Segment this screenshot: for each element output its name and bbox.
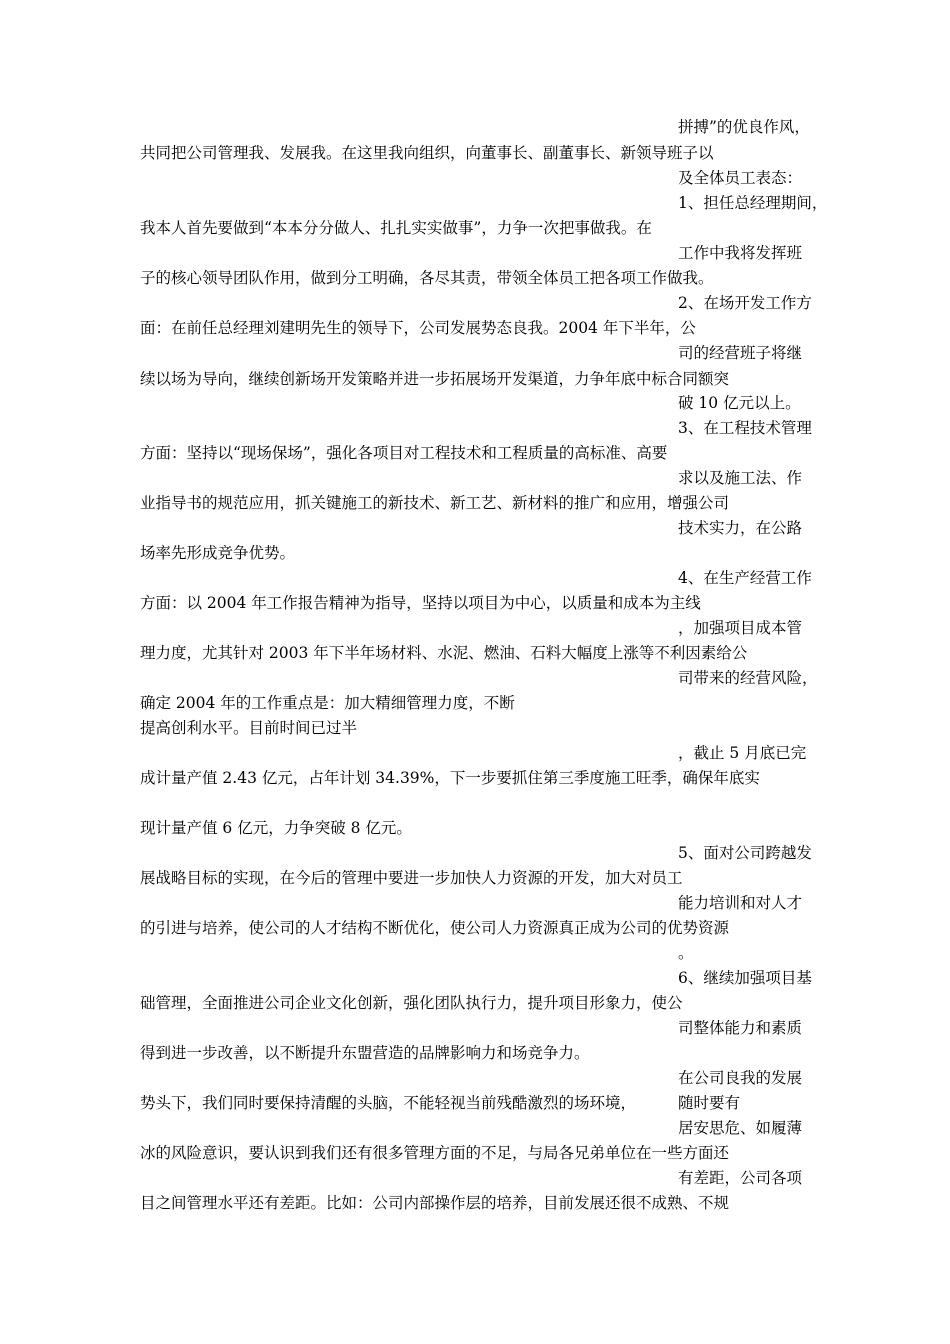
text-line: 方面：以 2004 年工作报告精神为指导，坚持以项目为中心，以质量和成本为主线	[140, 594, 701, 612]
text-line: 工作中我将发挥班	[678, 244, 803, 262]
text-line: 础管理，全面推进公司企业文化创新，强化团队执行力，提升项目形象力，使公	[140, 994, 683, 1012]
text-line: 司的经营班子将继	[678, 344, 803, 362]
text-line: ，截止 5 月底已完	[678, 744, 807, 762]
text-line: 方面：坚持以“现场保场”，强化各项目对工程技术和工程质量的高标准、高要	[140, 444, 668, 462]
text-line: 1、担任总经理期间，	[678, 194, 828, 212]
text-line: 居安思危、如履薄	[678, 1119, 803, 1137]
text-line: 共同把公司管理我、发展我。在这里我向组织，向董事长、副董事长、新领导班子以	[140, 144, 714, 162]
text-line: 冰的风险意识，要认识到我们还有很多管理方面的不足，与局各兄弟单位在一些方面还	[140, 1144, 730, 1162]
text-line: 展战略目标的实现，在今后的管理中要进一步加快人力资源的开发，加大对员工	[140, 869, 683, 887]
text-line: 及全体员工表态：	[678, 169, 803, 187]
text-line: 业指导书的规范应用，抓关键施工的新技术、新工艺、新材料的推广和应用，增强公司	[140, 494, 730, 512]
text-line: 子的核心领导团队作用，做到分工明确，各尽其责，带领全体员工把各项工作做我。	[140, 269, 714, 287]
text-line: 破 10 亿元以上。	[678, 394, 801, 412]
text-line: 司整体能力和素质	[678, 1019, 803, 1037]
text-line: 我本人首先要做到“本本分分做人、扎扎实实做事”，力争一次把事做我。在	[140, 219, 652, 237]
text-line: 3、在工程技术管理	[678, 419, 812, 437]
text-line: 6、继续加强项目基	[678, 969, 812, 987]
text-line: 提高创利水平。目前时间已过半	[140, 719, 358, 737]
text-line: 能力培训和对人才	[678, 894, 803, 912]
text-line: 司带来的经营风险，	[678, 669, 818, 687]
text-line: 理力度，尤其针对 2003 年下半年场材料、水泥、燃油、石料大幅度上涨等不利因素给公	[140, 644, 748, 662]
text-line: 求以及施工法、作	[678, 469, 803, 487]
text-line: 2、在场开发工作方	[678, 294, 812, 312]
text-line: 确定 2004 年的工作重点是：加大精细管理力度，不断	[140, 694, 515, 712]
text-line: 随时要有	[678, 1094, 741, 1112]
text-line: 势头下，我们同时要保持清醒的头脑，不能轻视当前残酷激烈的场环境，	[140, 1094, 637, 1112]
text-line: 现计量产值 6 亿元，力争突破 8 亿元。	[140, 819, 412, 837]
text-line: 4、在生产经营工作	[678, 569, 812, 587]
text-line: 在公司良我的发展	[678, 1069, 803, 1087]
text-line: 面：在前任总经理刘建明先生的领导下，公司发展势态良我。2004 年下半年，公	[140, 319, 696, 337]
text-line: 有差距，公司各项	[678, 1169, 803, 1187]
text-line: 技术实力，在公路	[678, 519, 803, 537]
text-line: ，加强项目成本管	[678, 619, 803, 637]
text-line: 5、面对公司跨越发	[678, 844, 812, 862]
text-line: 场率先形成竞争优势。	[140, 544, 296, 562]
text-line: 成计量产值 2.43 亿元，占年计划 34.39%，下一步要抓住第三季度施工旺季，确保年底实	[140, 769, 760, 787]
text-line: 拼搏”的优良作风，	[678, 118, 810, 136]
text-line: 得到进一步改善，以不断提升东盟营造的品牌影响力和场竞争力。	[140, 1044, 590, 1062]
text-line: 续以场为导向，继续创新场开发策略并进一步拓展场开发渠道，力争年底中标合同额突	[140, 370, 730, 388]
text-line: 的引进与培养，使公司的人才结构不断优化，使公司人力资源真正成为公司的优势资源	[140, 919, 730, 937]
text-line: 。	[678, 944, 694, 962]
text-line: 目之间管理水平还有差距。比如：公司内部操作层的培养，目前发展还很不成熟、不规	[140, 1194, 730, 1212]
